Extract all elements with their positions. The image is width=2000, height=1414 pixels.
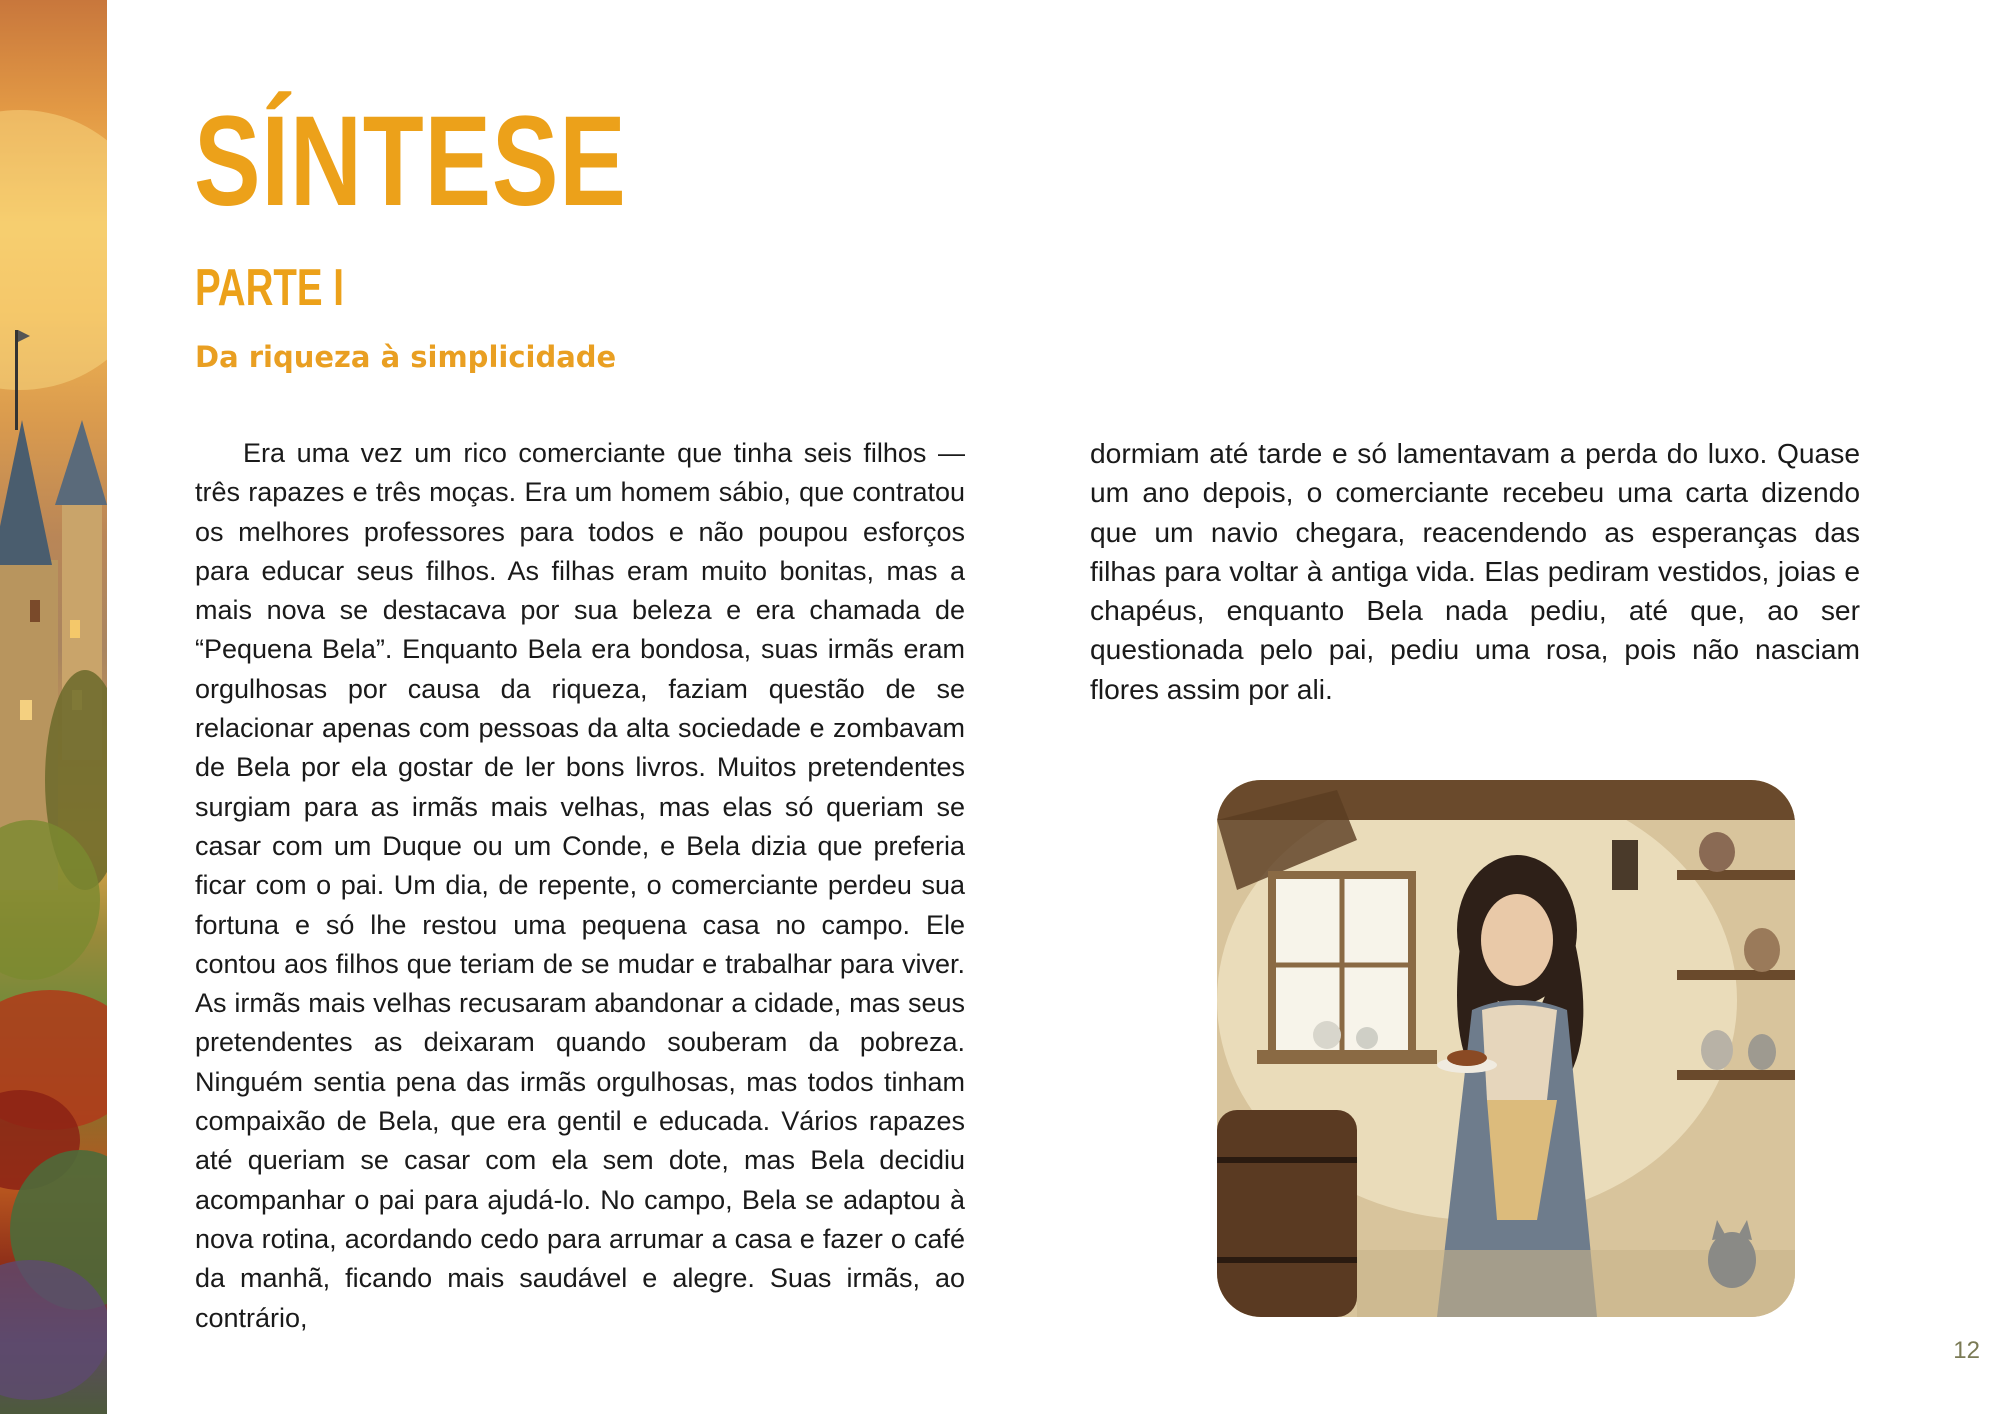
section-heading: Da riqueza à simplicidade (195, 340, 617, 374)
page-title: SÍNTESE (194, 90, 627, 233)
side-decoration-castle-painting (0, 0, 107, 1414)
part-subtitle: PARTE I (195, 259, 344, 317)
page-number: 12 (1953, 1337, 1980, 1364)
body-text-right-column: dormiam até tarde e só lamentavam a perda do luxo. Quase um ano depois, o comerciante recebeu uma carta dizendo que um navio chegara, reacendendo as esperanças das filhas para voltar à antiga vida. Elas pediram vestidos, joias e chapéus, enquanto Bela nada pediu, até que, ao ser questionada pelo pai, pediu uma rosa, pois não nasciam flores assim por ali. (1090, 437, 1860, 705)
illustration-bela-kitchen (1217, 780, 1795, 1317)
body-text-left-column: Era uma vez um rico comerciante que tinha seis filhos — três rapazes e três moças. Era um homem sábio, que contratou os melhores professores para todos e não poupou esforços para educar seus filhos. As filhas eram muito bonitas, mas a mais nova se destacava por sua beleza e era chamada de “Pequena Bela”. Enquanto Bela era bondosa, suas irmãs eram orgulhosas por causa da riqueza, faziam questão de se relacionar apenas com pessoas da alta sociedade e zombavam de Bela por ela gostar de ler bons livros. Muitos pretendentes surgiam para as irmãs mais velhas, mas elas só queriam se casar com um Duque ou um Conde, e Bela dizia que preferia ficar com o pai. Um dia, de repente, o comerciante perdeu sua fortuna e só lhe restou uma pequena casa no campo. Ele contou aos filhos que teriam de se mudar e trabalhar para viver. As irmãs mais velhas recusaram abandonar a cidade, mas seus pretendentes as deixaram quando souberam da pobreza. Ninguém sentia pena das irmãs orgulhosas, mas todos tinham compaixão de Bela, que era gentil e educada. Vários rapazes até queriam se casar com ela sem dote, mas Bela decidiu acompanhar o pai para ajudá-lo. No campo, Bela se adaptou à nova rotina, acordando cedo para arrumar a casa e fazer o café da manhã, ficando mais saudável e alegre. Suas irmãs, ao contrário, (195, 438, 965, 1333)
